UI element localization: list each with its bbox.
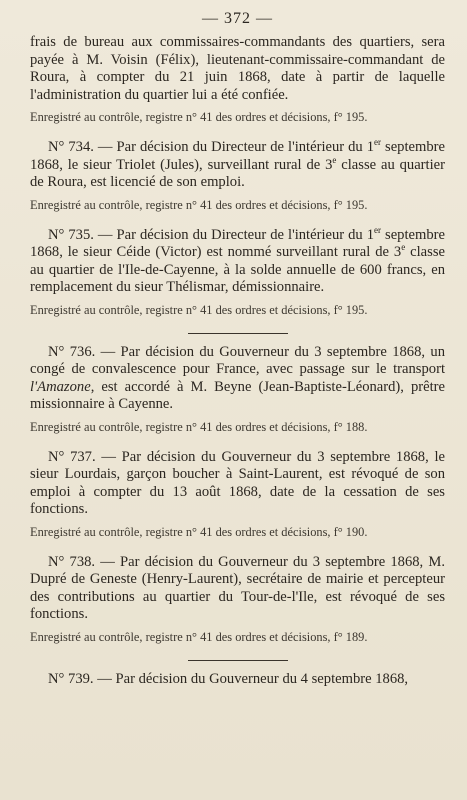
decision-number: N° 737. (48, 448, 96, 465)
intro-registration: Enregistré au contrôle, registre n° 41 des ordres et décisions, f° 195. (30, 110, 368, 124)
intro-paragraph: frais de bureau aux commissaires-commandants des quartiers, sera payée à M. Voisin (Félix), lieutenant-commissaire-commandant de Roura, à compter du 21 juin 1868, date à partir de laquelle l'administration du quartier lui a été confiée. (30, 34, 445, 103)
decision-number: N° 738. (48, 553, 96, 570)
decision-735-text (30, 224, 445, 297)
decision-text-part: septembre 1868, le sieur Triolet (Jules), surveillant rural de 3 (30, 139, 445, 173)
decision-text-part: — Par décision du Gouverneur du 3 septembre 1868, M. Dupré de Geneste (Henry-Laurent), secrétaire de mairie et percepteur des contributions au quartier du Tour-de-l'Ile, est révoqué de ses fonctions. (30, 553, 445, 622)
decision-736 (30, 344, 445, 435)
ship-name: l'Amazone (30, 378, 91, 395)
decision-739-text (30, 671, 445, 689)
decision-737 (30, 449, 445, 540)
superscript: er (374, 137, 382, 148)
decision-739 (30, 671, 445, 689)
decision-text-part: — Par décision du Gouverneur du 3 septembre 1868, un congé de convalescence pour France, avec passage sur le transport (30, 343, 445, 377)
decision-735 (30, 224, 445, 318)
decision-737-registration: Enregistré au contrôle, registre n° 41 des ordres et décisions, f° 190. (30, 524, 368, 539)
decision-number: N° 739. (48, 670, 94, 687)
decision-text-part: — Par décision du Directeur de l'intérieur du 1 (93, 226, 375, 243)
decision-738 (30, 554, 445, 645)
superscript: e (332, 154, 337, 165)
decision-734 (30, 139, 445, 213)
decision-number: N° 734. (48, 139, 94, 155)
decision-738-registration: Enregistré au contrôle, registre n° 41 des ordres et décisions, f° 189. (30, 629, 368, 644)
decision-text-part: classe au quartier de Roura, est licencié de son emploi. (30, 156, 445, 190)
decision-737-text (30, 449, 445, 519)
decision-734-text (30, 139, 445, 192)
decision-735-registration: Enregistré au contrôle, registre n° 41 des ordres et décisions, f° 195. (30, 302, 368, 317)
superscript: e (401, 242, 406, 253)
decision-number: N° 735. (48, 226, 94, 243)
decision-text-part: , est accordé à M. Beyne (Jean-Baptiste-Léonard), prêtre missionnaire à Cayenne. (30, 378, 445, 412)
decision-736-registration: Enregistré au contrôle, registre n° 41 des ordres et décisions, f° 188. (30, 419, 368, 434)
decision-text-part: septembre 1868, le sieur Céide (Victor) est nommé surveillant rural de 3 (30, 226, 445, 260)
decision-text-part: — Par décision du Gouverneur du 4 septembre 1868, (93, 670, 409, 687)
decision-734-registration: Enregistré au contrôle, registre n° 41 des ordres et décisions, f° 195. (30, 197, 368, 212)
section-divider (188, 333, 288, 334)
section-divider (188, 660, 288, 661)
page-number: — 372 — (202, 10, 273, 27)
decision-number: N° 736. (48, 343, 96, 360)
decision-text-part: — Par décision du Directeur de l'intérieur du 1 (93, 139, 375, 155)
decision-text-part: — Par décision du Gouverneur du 3 septembre 1868, le sieur Lourdais, garçon boucher à Saint-Laurent, est révoqué de son emploi à compter du 13 août 1868, date de la cessation de ses fonctions. (30, 448, 445, 517)
decision-738-text (30, 554, 445, 624)
decision-736-text (30, 344, 445, 414)
superscript: er (374, 224, 382, 235)
decision-text-part: classe au quartier de l'Ile-de-Cayenne, à la solde annuelle de 600 francs, en remplacement du sieur Thélismar, démissionnaire. (30, 244, 445, 295)
